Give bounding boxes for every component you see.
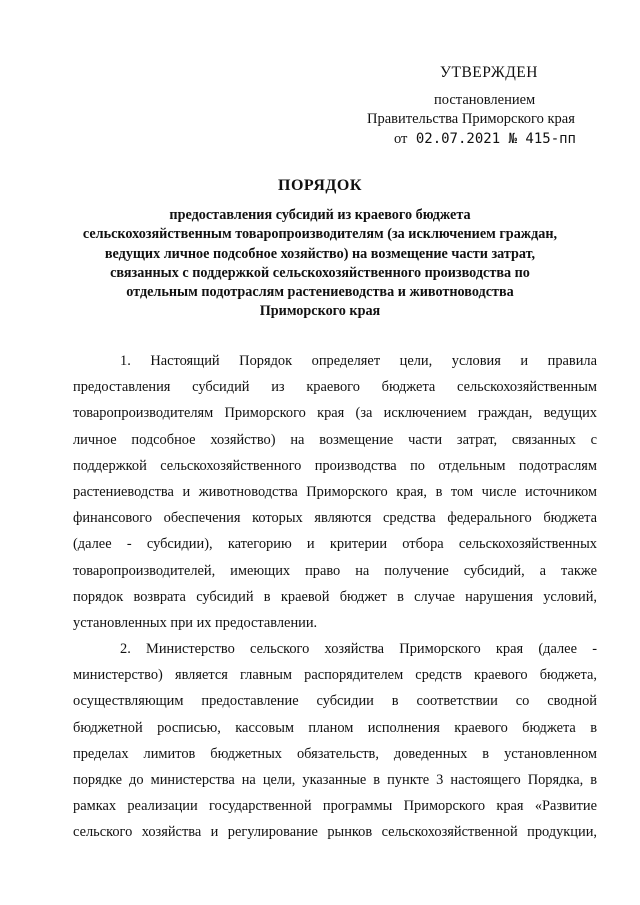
approval-title: УТВЕРЖДЕН xyxy=(440,64,538,81)
approval-date-number xyxy=(394,131,576,148)
paragraph-line: товаропроизводителей, имеющих право на получение субсидий, а также xyxy=(73,562,597,579)
paragraph-line: 2. Министерство сельского хозяйства Приморского края (далее - xyxy=(120,641,597,658)
paragraph-line: финансового обеспечения которых являются средства федерального бюджета xyxy=(73,510,597,527)
approval-line-government: Правительства Приморского края xyxy=(367,111,575,127)
paragraph-line: предоставления субсидий из краевого бюджета сельскохозяйственным xyxy=(73,379,597,396)
subtitle-line: связанных с поддержкой сельскохозяйственного производства по xyxy=(110,264,530,281)
paragraph-line: растениеводства и животноводства Приморского края, в том числе источником xyxy=(73,483,597,500)
paragraph-line: осуществляющим предоставление субсидии в соответствии со сводной xyxy=(73,693,597,710)
paragraph-line: министерство) является главным распорядителем средств краевого бюджета, xyxy=(73,667,597,684)
approval-date-prefix: от xyxy=(394,131,408,147)
subtitle-line: Приморского края xyxy=(259,303,381,320)
subtitle-line: предоставления субсидий из краевого бюджета xyxy=(169,207,471,223)
paragraph-line: 1. Настоящий Порядок определяет цели, условия и правила xyxy=(120,353,597,369)
paragraph-line: порядок возврата субсидий в краевой бюджет в случае нарушения условий, xyxy=(73,588,597,605)
subtitle-line: сельскохозяйственным товаропроизводителям (за исключением граждан, xyxy=(82,226,558,243)
paragraph-line: бюджетной росписью, кассовым планом исполнения краевого бюджета в xyxy=(73,719,597,736)
document-title: ПОРЯДОК xyxy=(278,177,362,194)
subtitle-line: ведущих личное подсобное хозяйство) на возмещение части затрат, xyxy=(104,245,536,262)
paragraph-line: установленных при их предоставлении. xyxy=(73,614,318,631)
paragraph-line: рамках реализации государственной программы Приморского края «Развитие xyxy=(73,798,597,815)
paragraph-line: товаропроизводителям Приморского края (за исключением граждан, ведущих xyxy=(73,405,597,422)
document-subtitle xyxy=(60,206,580,322)
paragraph-line: сельского хозяйства и регулирование рынков сельскохозяйственной продукции, xyxy=(73,824,597,841)
paragraph-line: поддержкой сельскохозяйственного производства по отдельным подотраслям xyxy=(73,457,597,474)
paragraph-line: порядке до министерства на цели, указанные в пункте 3 настоящего Порядка, в xyxy=(73,772,597,788)
document-body xyxy=(73,348,597,846)
paragraph-line: пределах лимитов бюджетных обязательств, доведенных в установленном xyxy=(73,745,597,762)
approval-date-stamp: 02.07.2021 № 415-пп xyxy=(415,131,576,147)
approval-line-resolution: постановлением xyxy=(434,92,536,108)
subtitle-line: отдельным подотраслям растениеводства и животноводства xyxy=(126,284,514,301)
paragraph-line: (далее - субсидии), категорию и критерии отбора сельскохозяйственных xyxy=(73,536,597,553)
paragraph-line: личное подсобное хозяйство) на возмещение части затрат, связанных с xyxy=(73,431,597,448)
